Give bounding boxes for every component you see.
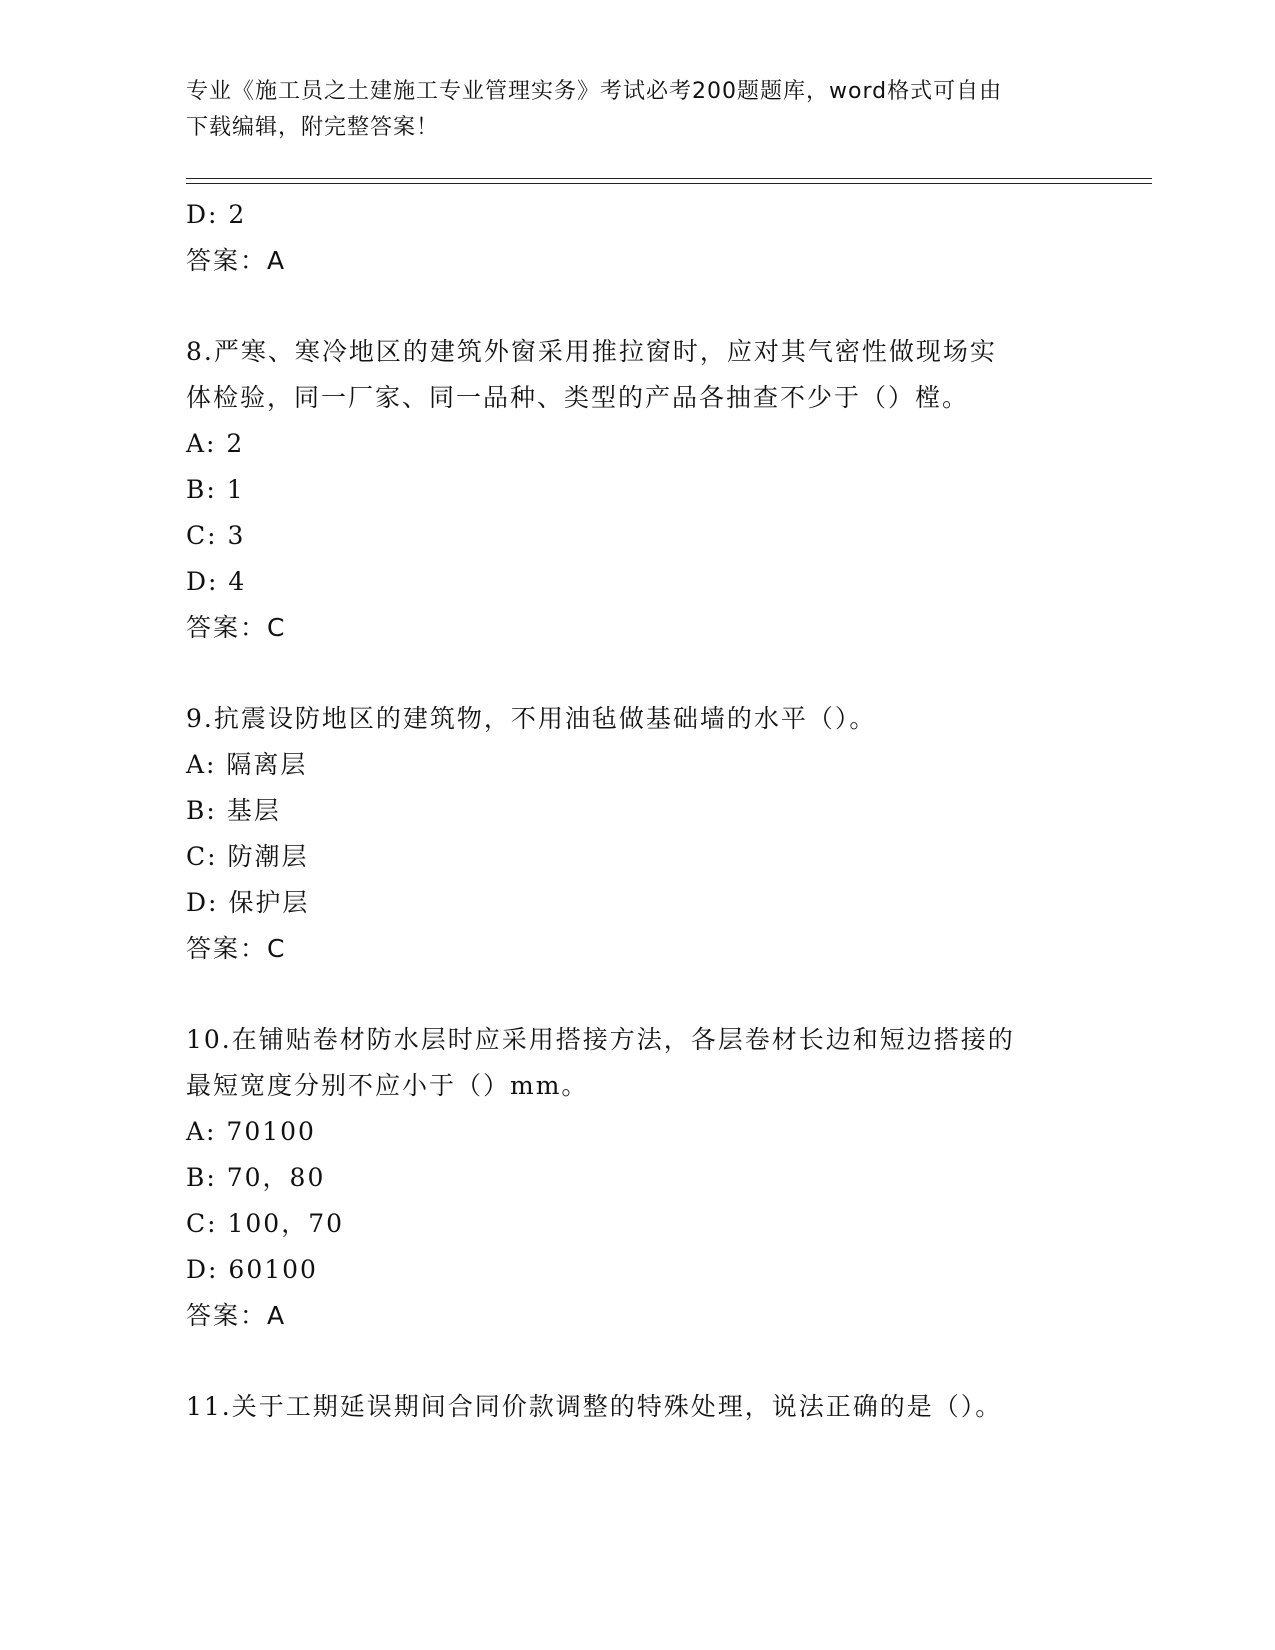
- option-b: B: 70，80: [186, 1163, 326, 1192]
- header-line-1: 专业《施工员之土建施工专业管理实务》考试必考200题题库，word格式可自由: [186, 79, 1003, 104]
- option-a: A: 2: [186, 429, 245, 458]
- document-body: [186, 192, 1086, 1430]
- question-stem: 最短宽度分别不应小于（）mm。: [186, 1071, 589, 1100]
- option-d: D: 60100: [186, 1255, 318, 1284]
- question-11: [186, 1384, 1086, 1430]
- question-stem: 11.关于工期延误期间合同价款调整的特殊处理，说法正确的是（）。: [186, 1392, 1003, 1421]
- option-a: A: 70100: [186, 1117, 316, 1146]
- question-stem: 9.抗震设防地区的建筑物，不用油毡做基础墙的水平（）。: [186, 704, 877, 733]
- question-8: [186, 329, 1086, 651]
- option-c: C: 100，70: [186, 1209, 345, 1238]
- option-a: A: 隔离层: [186, 750, 308, 779]
- question-10: [186, 1017, 1086, 1339]
- answer: 答案：A: [186, 1301, 287, 1330]
- option-d: D: 4: [186, 567, 247, 596]
- question-9: [186, 696, 1086, 972]
- answer: 答案：C: [186, 934, 287, 963]
- option-b: B: 1: [186, 475, 245, 504]
- header-divider-bottom: [186, 183, 1152, 184]
- option-d: D: 2: [186, 200, 247, 229]
- option-c: C: 防潮层: [186, 842, 309, 871]
- question-stem: 8.严寒、寒冷地区的建筑外窗采用推拉窗时，应对其气密性做现场实: [186, 337, 997, 366]
- question-stem: 体检验，同一厂家、同一品种、类型的产品各抽查不少于（）樘。: [186, 383, 970, 412]
- page-header: [186, 74, 1066, 146]
- option-d: D: 保护层: [186, 888, 310, 917]
- option-c: C: 3: [186, 521, 246, 550]
- answer: 答案：C: [186, 613, 287, 642]
- option-b: B: 基层: [186, 796, 281, 825]
- header-line-2: 下载编辑，附完整答案！: [186, 115, 440, 140]
- answer: 答案：A: [186, 246, 287, 275]
- question-stem: 10.在铺贴卷材防水层时应采用搭接方法，各层卷材长边和短边搭接的: [186, 1025, 1015, 1054]
- header-divider-top: [186, 178, 1152, 179]
